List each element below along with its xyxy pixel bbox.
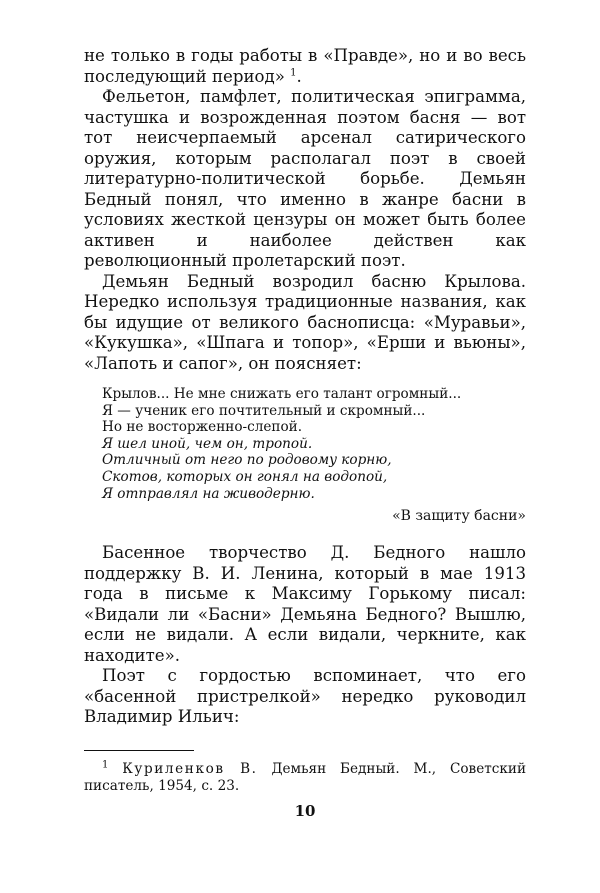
page-body [84, 46, 526, 796]
paragraph-krylov: Демьян Бедный возродил басню Крылова. Нередко используя традиционные названия, как бы идущие от великого баснописца: «Муравьи», «Кукушка», «Шпага и топор», «Ерши и вьюны», «Лапоть и сапог», он поясняет: [84, 271, 526, 373]
poem-quote [102, 386, 526, 502]
footnote-marker: 1 [102, 759, 109, 771]
poem-line: Я — ученик его почтительный и скромный... [102, 402, 426, 419]
poem-line: Отличный от него по родовому корню, [102, 452, 392, 469]
footnote-text: Демьян Бедный. М., Советский писатель, 1954, с. 23. [84, 760, 527, 795]
page-number: 10 [294, 802, 316, 820]
paragraph-satire-genres: Фельетон, памфлет, политическая эпиграмма, частушка и возрожденная поэтом басня — вот тот неисчерпаемый арсенал сатирического оружия, которым располагал поэт в своей литературно-политической борьбе. Демьян Бедный понял, что именно в жанре басни в условиях жесткой цензуры он может быть более активен и наиболее действен как революционный пролетарский поэт. [84, 87, 526, 270]
paragraph-continuation: не только в годы работы в «Правде», но и во весь последующий период» $^1$. [84, 46, 526, 86]
paragraph-pride: Поэт с гордостью вспоминает, что его «басенной пристрелкой» нередко руководил Владимир Ильич: [84, 666, 526, 727]
poem-line: Я шел иной, чем он, тропой. [102, 435, 313, 452]
footnote-ref: 1 [290, 66, 297, 78]
paragraph-text: не только в годы работы в «Правде», но и во весь последующий период» [84, 46, 526, 86]
poem-source: «В защиту басни» [392, 508, 526, 525]
poem-line: Но не восторженно-слепой. [102, 419, 303, 436]
poem-line: Скотов, которых он гонял на водопой, [102, 468, 388, 485]
poem-line: Я отправлял на живодерню. [102, 485, 315, 502]
footnote-author: Куриленков В. [122, 760, 258, 777]
footnote-divider [84, 750, 194, 751]
poem-line: Крылов... Не мне снижать его талант огромный... [102, 386, 462, 402]
footnote [84, 761, 526, 796]
paragraph-lenin: Басенное творчество Д. Бедного нашло поддержку В. И. Ленина, который в мае 1913 года в письме к Максиму Горькому писал: «Видали ли «Басни» Демьяна Бедного? Вышлю, если не видали. А если видали, черкните, как находите». [84, 543, 526, 665]
